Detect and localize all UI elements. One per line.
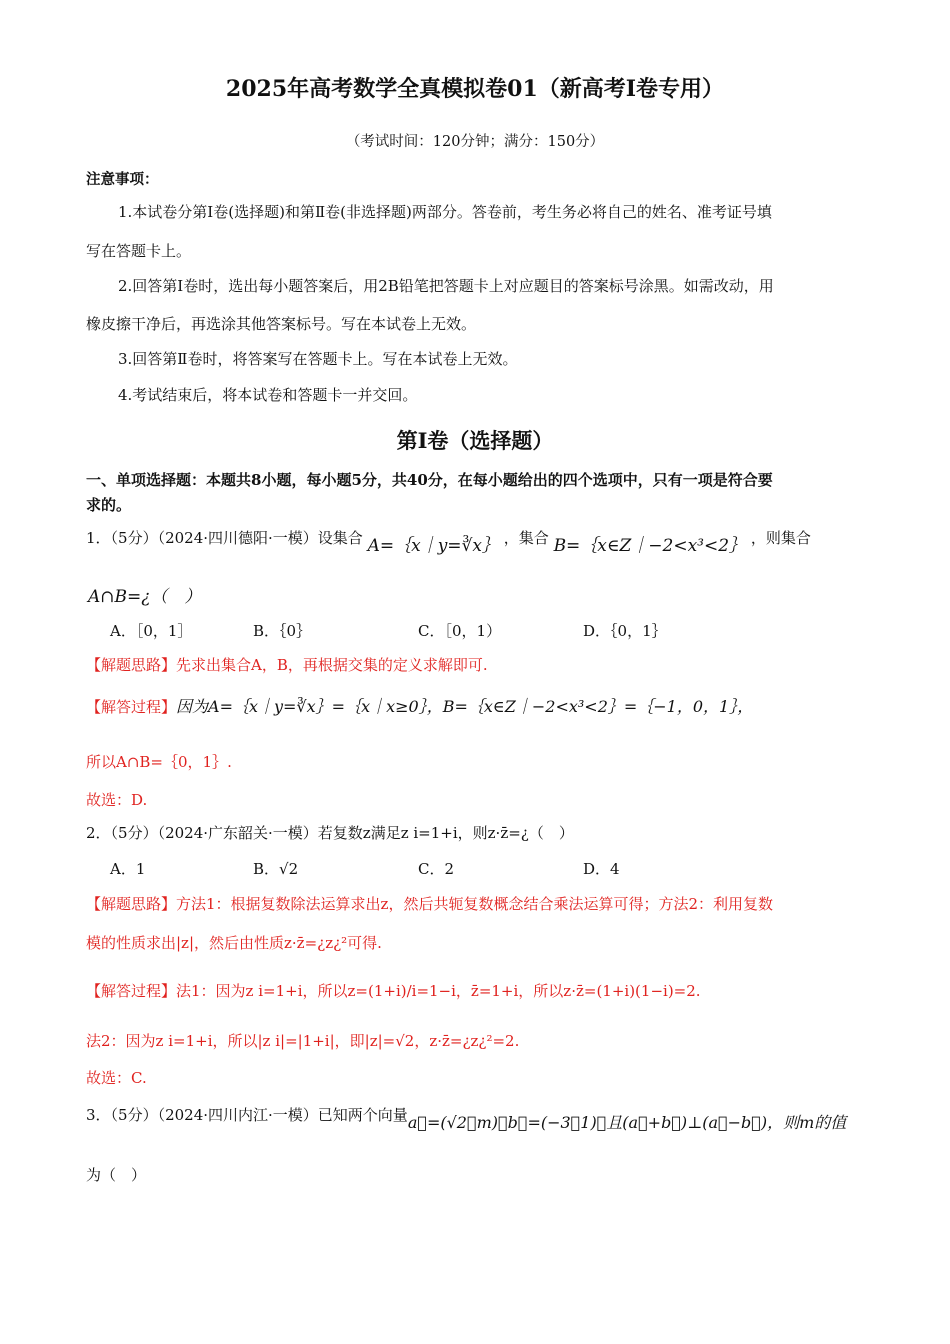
note-1b: 写在答题卡上。 xyxy=(86,242,192,260)
q2-answer: 故选：C. xyxy=(86,1069,147,1087)
q1-stem-mid: ，集合 xyxy=(503,529,549,547)
q1-idea xyxy=(86,654,488,675)
part1-heading-a: 一、单项选择题：本题共8小题，每小题5分，共40分，在每小题给出的四个选项中，只有一项是符合要 xyxy=(86,471,773,489)
q1-option-b: B．｛0｝ xyxy=(253,622,312,640)
q3-stem xyxy=(86,1102,847,1132)
q1-stem-a: 1．（5分）（2024·四川德阳·一模）设集合 xyxy=(86,529,363,547)
q1-question-line: A∩B=¿（ ） xyxy=(88,587,202,607)
note-2b: 橡皮擦干净后，再选涂其他答案标号。写在本试卷上无效。 xyxy=(86,315,477,333)
q2-idea-a: 方法1：根据复数除法运算求出z，然后共轭复数概念结合乘法运算可得；方法2：利用复数 xyxy=(176,895,774,913)
q2-proc-a: 法1：因为z i=1+i，所以z=(1+i)/i=1−i，z̄=1+i，所以z·z̄=(1+i)(1−i)=2. xyxy=(176,982,701,1000)
q1-process xyxy=(86,694,753,717)
note-4: 4.考试结束后，将本试卷和答题卡一并交回。 xyxy=(118,386,418,404)
notes-heading: 注意事项： xyxy=(86,171,159,188)
q1-option-d: D．｛0，1｝ xyxy=(583,622,667,640)
q1-set-b: B=｛x∈Z｜−2<x³<2｝ xyxy=(553,536,747,556)
q1-option-c: C．［0，1） xyxy=(418,622,502,640)
q1-proc-label: 【解答过程】 xyxy=(86,698,177,716)
q1-idea-text: 先求出集合A，B，再根据交集的定义求解即可. xyxy=(176,656,488,674)
page-title: 2025年高考数学全真模拟卷01（新高考Ⅰ卷专用） xyxy=(225,76,725,102)
q1-stem-end: ，则集合 xyxy=(750,529,811,547)
q1-stem xyxy=(86,523,811,556)
note-2a: 2.回答第Ⅰ卷时，选出每小题答案后，用2B铅笔把答题卡上对应题目的答案标号涂黑。如需改动，用 xyxy=(118,277,774,295)
note-1a: 1.本试卷分第Ⅰ卷(选择题)和第Ⅱ卷(非选择题)两部分。答卷前，考生务必将自己的姓名、准考证号填 xyxy=(118,203,772,221)
q2-process xyxy=(86,980,701,1001)
note-3: 3.回答第Ⅱ卷时，将答案写在答题卡上。写在本试卷上无效。 xyxy=(118,350,518,368)
q3-vectors: a⃗=(√2，m)，b⃗=(−3，1)，且(a⃗+b⃗)⊥(a⃗−b⃗)，则m的值 xyxy=(407,1113,847,1132)
q1-option-a: A．［0，1］ xyxy=(110,622,193,640)
q2-proc-label: 【解答过程】 xyxy=(86,982,177,1000)
section-title: 第Ⅰ卷（选择题） xyxy=(396,428,554,453)
q1-answer: 故选：D. xyxy=(86,791,148,809)
q2-idea xyxy=(86,893,773,914)
q2-option-d: D．4 xyxy=(583,860,620,878)
q2-proc-b: 法2：因为z i=1+i，所以|z i|=|1+i|，即|z|=√2，z·z̄=¿z¿²=2. xyxy=(86,1032,520,1050)
q2-option-c: C．2 xyxy=(418,860,455,878)
q3-stem-a: 3．（5分）（2024·四川内江·一模）已知两个向量 xyxy=(86,1106,408,1124)
q2-idea-label: 【解题思路】 xyxy=(86,895,177,913)
part1-heading-b: 求的。 xyxy=(86,496,132,514)
q3-stem-b: 为（ ） xyxy=(86,1166,147,1184)
q1-proc-line2: 所以A∩B=｛0，1｝. xyxy=(86,753,232,771)
q1-idea-label: 【解题思路】 xyxy=(86,656,177,674)
q1-set-a: A=｛x｜y=∛x｝ xyxy=(367,536,499,556)
q2-option-a: A．1 xyxy=(110,860,146,878)
q1-proc-text: 因为A=｛x｜y=∛x｝=｛x｜x≥0｝，B=｛x∈Z｜−2<x³<2｝=｛−1，0，1｝， xyxy=(176,697,754,716)
q2-option-b: B．√2 xyxy=(253,860,299,878)
q2-idea-b: 模的性质求出|z|，然后由性质z·z̄=¿z¿²可得. xyxy=(86,934,382,952)
q2-stem: 2．（5分）（2024·广东韶关·一模）若复数z满足z i=1+i，则z·z̄=¿（ ） xyxy=(86,824,574,842)
exam-subtitle: （考试时间：120分钟；满分：150分） xyxy=(345,134,605,150)
